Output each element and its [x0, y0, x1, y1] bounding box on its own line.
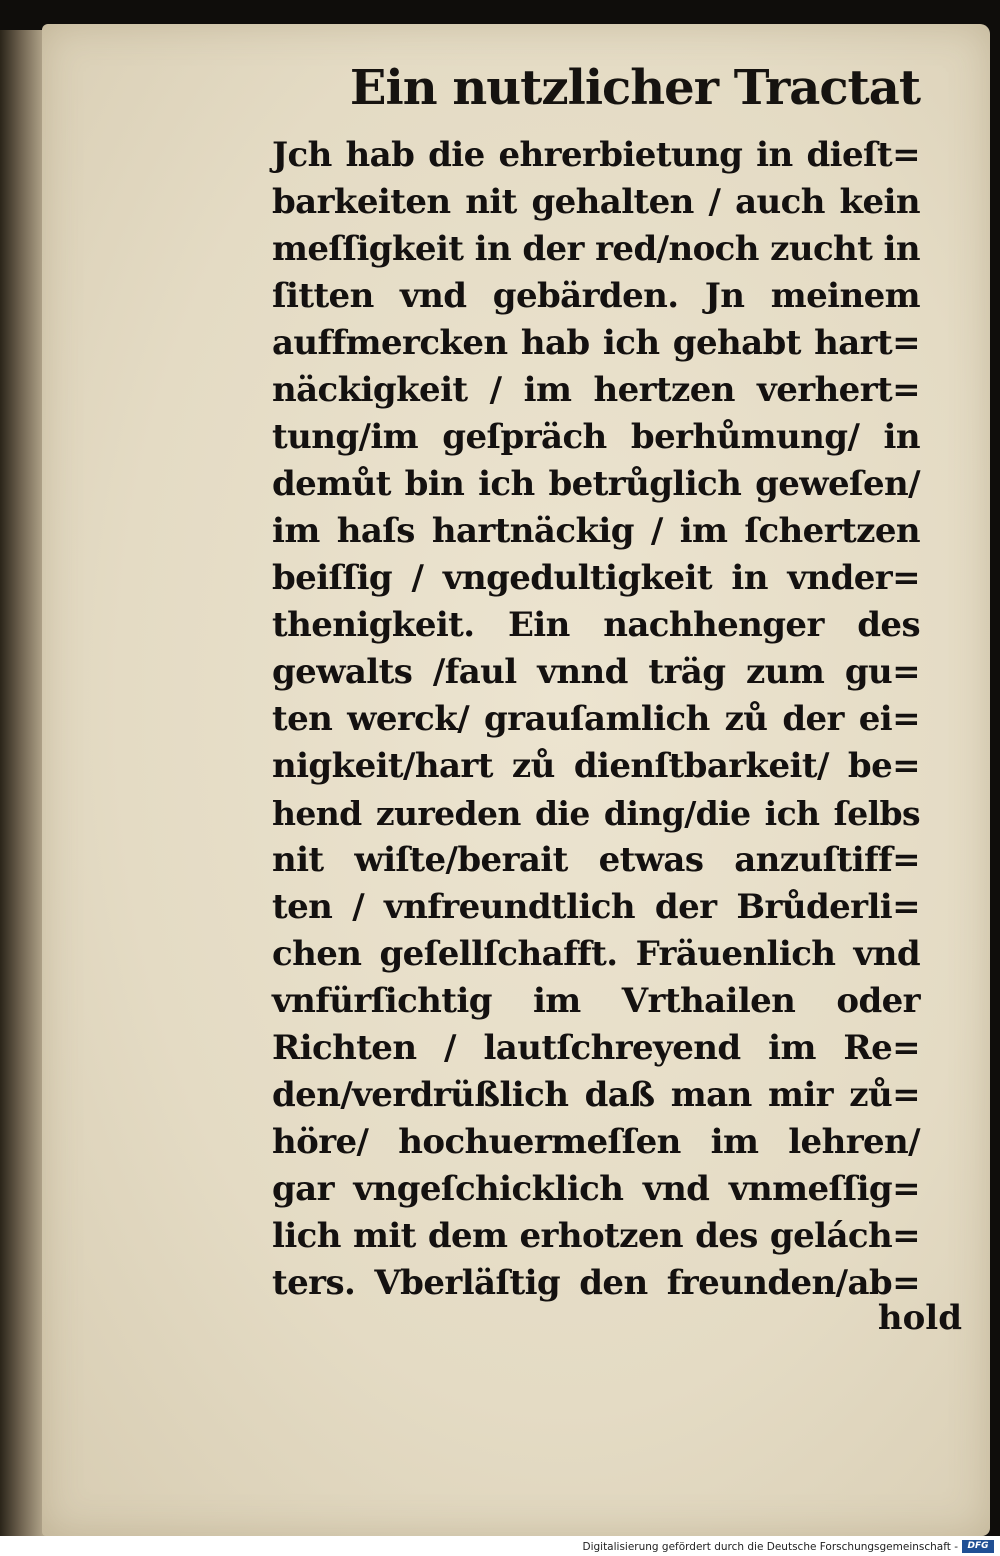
text-line: ten werck/ grauſamlich zů der ei= [272, 699, 920, 739]
text-line: ten / vnfreundtlich der Brůderli= [272, 887, 920, 927]
text-line: ſitten vnd gebärden. Jn meinem [272, 276, 920, 316]
text-line: tung/im geſpräch berhůmung/ in [272, 417, 920, 457]
text-line: chen geſellſchafft. Fräuenlich vnd [272, 934, 920, 974]
text-line: nigkeit/hart zů dienſtbarkeit/ be= [272, 746, 920, 786]
running-title: Ein nutzlicher Tractat [349, 60, 920, 116]
text-line: nit wiſte/berait etwas anzuſtiff= [272, 840, 920, 880]
footer-bar [0, 1536, 1000, 1556]
text-line: lich mit dem erhotzen des gelách= [272, 1216, 920, 1256]
text-line: Jch hab die ehrerbietung in dieſt= [272, 135, 920, 175]
scan-edge [0, 30, 46, 1540]
text-line: gar vngeſchicklich vnd vnmeſſig= [272, 1169, 920, 1209]
text-line: den/verdrüßlich daß man mir zů= [272, 1075, 920, 1115]
text-line: im haſs hartnäckig / im ſchertzen [272, 511, 920, 551]
text-line: näckigkeit / im hertzen verhert= [272, 370, 920, 410]
text-line: ters. Vberläſtig den freunden/ab= [272, 1263, 920, 1303]
text-line: barkeiten nit gehalten / auch kein [272, 182, 920, 222]
text-line: höre/ hochuermeſſen im lehren/ [272, 1122, 920, 1162]
funding-credit: Digitalisierung gefördert durch die Deutsche Forschungsgemeinschaft - [582, 1541, 958, 1553]
dfg-logo: DFG [962, 1540, 994, 1553]
body-text [272, 132, 920, 1307]
text-line: meſſigkeit in der red/noch zucht in [272, 229, 920, 269]
text-line: thenigkeit. Ein nachhenger des [272, 605, 920, 645]
catchword: hold [877, 1298, 962, 1338]
text-line: demůt bin ich betrůglich geweſen/ [272, 464, 920, 504]
text-line: Richten / lautſchreyend im Re= [272, 1028, 920, 1068]
text-line: beiſſig / vngedultigkeit in vnder= [272, 558, 920, 598]
text-line: hend zureden die ding/die ich ſelbs [272, 794, 920, 833]
text-line: gewalts /faul vnnd träg zum gu= [272, 652, 920, 692]
text-line: auffmercken hab ich gehabt hart= [272, 323, 920, 363]
text-line: vnfürſichtig im Vrthailen oder [272, 981, 920, 1021]
